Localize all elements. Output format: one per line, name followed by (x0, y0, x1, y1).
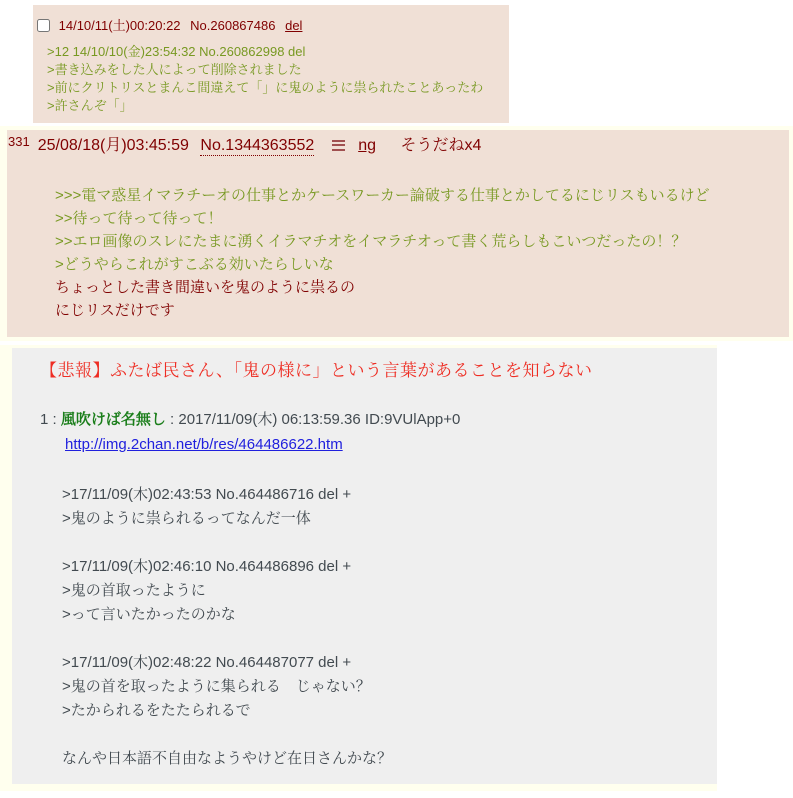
quoted-reply (62, 555, 717, 627)
quote-line: >>エロ画像のスレにたまに湧くイラマチオをイマラチオって書く荒らしもこいつだったの！？ (55, 233, 687, 250)
commenter-remark (62, 747, 717, 771)
quoted-reply (62, 651, 717, 723)
reply-index: 331 (8, 134, 30, 149)
quoted-reply (62, 483, 717, 531)
quote-line: >>待って待って待って！ (55, 210, 223, 227)
comment-line: なんや日本語不自由なようやけど在日さんかな？ (62, 750, 393, 767)
post2-number-link[interactable]: No.1344363552 (200, 137, 315, 154)
post1-del-link[interactable]: del (285, 18, 303, 33)
quote-line: >許さんぞ「」 (47, 98, 133, 113)
post1-quote-block (47, 43, 509, 115)
post-meta-line (40, 408, 717, 431)
quote-line: >って言いたかったのかな (62, 606, 236, 623)
quote-line: >17/11/09(木)02:43:53 No.464486716 del + (62, 486, 352, 503)
quote-line: >書き込みをした人によって削除されました (47, 62, 302, 77)
thread-panel (0, 345, 717, 791)
quote-line: >鬼の首取ったように (62, 582, 206, 599)
delete-checkbox[interactable] (37, 19, 50, 32)
body-line: ちょっとした書き間違いを鬼のように祟るの (55, 279, 356, 296)
quote-line: >鬼の首を取ったように集られる じゃない？ (62, 678, 371, 695)
post1-header (33, 5, 509, 34)
quote-line: >どうやらこれがすこぶる効いたらしいな (55, 256, 334, 273)
thread-title: 【悲報】ふたば民さん、「鬼の様に」という言葉があることを知らない (40, 361, 593, 380)
ng-link[interactable]: ng (358, 137, 376, 154)
futaba-post-331 (0, 126, 793, 341)
post2-text-block (55, 184, 789, 322)
quote-line: >17/11/09(木)02:48:22 No.464487077 del + (62, 654, 352, 671)
soudane-counter[interactable]: そうだねx4 (400, 137, 482, 154)
quote-line: >17/11/09(木)02:46:10 No.464486896 del + (62, 558, 352, 575)
quoted-replies (62, 483, 717, 771)
quote-line: >12 14/10/10(金)23:54:32 No.260862998 del (47, 44, 306, 59)
hamburger-menu-icon[interactable] (332, 140, 345, 151)
post1-number: No.260867486 (190, 18, 276, 33)
post2-body-box (7, 130, 789, 337)
thread-panel-box (12, 348, 717, 784)
quote-line: >たかられるをたたられるで (62, 702, 251, 719)
post-datetime-id: : 2017/11/09(木) 06:13:59.36 ID:9VUlApp+0 (170, 411, 461, 428)
post-index: 1 : (40, 411, 57, 428)
source-link[interactable]: http://img.2chan.net/b/res/464486622.htm (65, 436, 343, 453)
quote-line: >鬼のように祟られるってなんだ一体 (62, 510, 311, 527)
body-line: にじリスだけです (55, 302, 175, 319)
quote-line: >>>電マ惑星イマラチーオの仕事とかケースワーカー論破する仕事とかしてるにじリスもいるけど (55, 187, 710, 204)
post2-date: 25/08/18(月)03:45:59 (37, 137, 189, 154)
quote-line: >前にクリトリスとまんこ間違えて「」に鬼のように祟られたことあったわ (47, 80, 484, 95)
poster-name: 風吹けば名無し (60, 411, 166, 428)
futaba-post-small (33, 5, 509, 123)
post2-header (7, 130, 789, 157)
post1-date: 14/10/11(土)00:20:22 (58, 18, 181, 33)
